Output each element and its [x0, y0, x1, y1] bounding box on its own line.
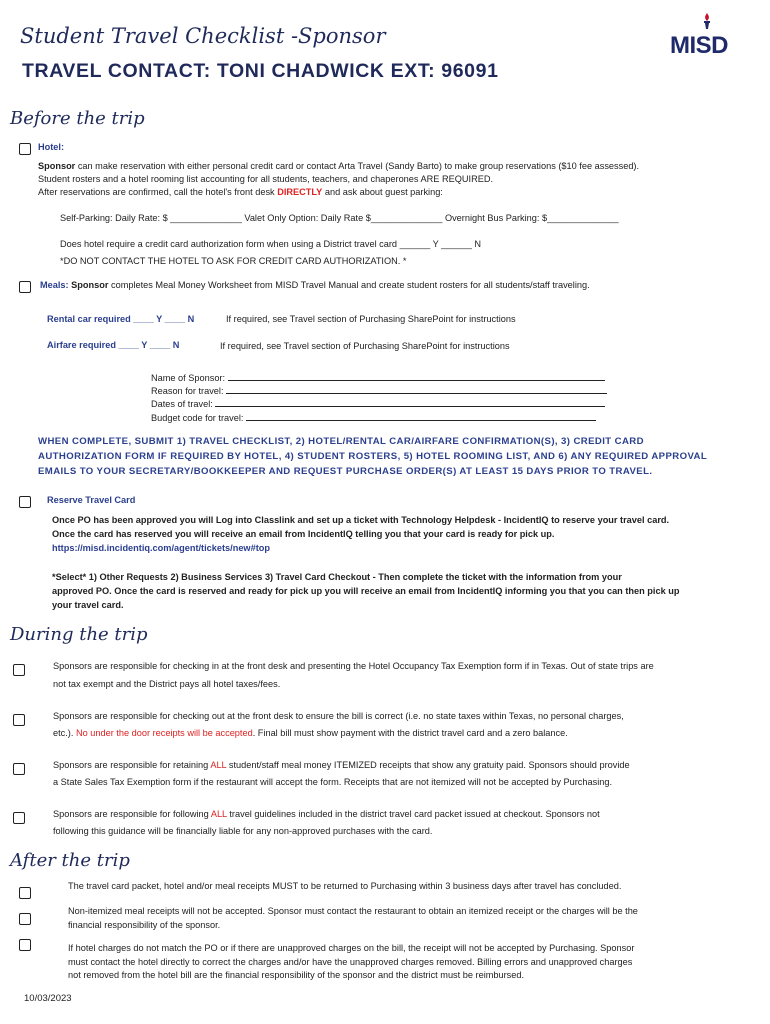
torch-icon: [700, 12, 714, 30]
select-line-1: *Select* 1) Other Requests 2) Business Services 3) Travel Card Checkout - Then complete the ticket with the information from your: [52, 572, 622, 582]
field-dates-of-travel[interactable]: Dates of travel:: [151, 397, 605, 412]
field-name-of-sponsor[interactable]: Name of Sponsor:: [151, 371, 605, 386]
footer-date: 10/03/2023: [24, 993, 72, 1004]
travel-contact-heading: TRAVEL CONTACT: TONI CHADWICK EXT: 96091: [22, 60, 499, 82]
airfare-required[interactable]: Airfare required ____ Y ____ N: [47, 340, 180, 350]
rental-car-required[interactable]: Rental car required ____ Y ____ N: [47, 314, 195, 324]
during-item-1-line-2: not tax exempt and the District pays all hotel taxes/fees.: [53, 679, 281, 689]
after-trip-heading: After the trip: [10, 850, 130, 871]
after-item-1-line-1: The travel card packet, hotel and/or meal receipts MUST to be returned to Purchasing within 3 business days after travel has concluded.: [68, 881, 622, 891]
during-item-2-line-2: etc.). No under the door receipts will be accepted. Final bill must show payment with the district travel card and a zero balance.: [53, 728, 568, 738]
during-item-1-line-1: Sponsors are responsible for checking in at the front desk and presenting the Hotel Occupancy Tax Exemption form if in Texas. Out of state trips are: [53, 661, 654, 671]
before-trip-heading: Before the trip: [10, 108, 145, 129]
after-checkbox-2[interactable]: [19, 913, 31, 925]
during-item-2-line-1: Sponsors are responsible for checking out at the front desk to ensure the bill is correct (i.e. no state taxes within Texas, no personal charges,: [53, 711, 624, 721]
reserve-line-2: Once the card has reserved you will receive an email from IncidentIQ telling you that your card is ready for pick up.: [52, 529, 555, 539]
after-item-3-line-2: must contact the hotel directly to correct the charges and/or have the unapproved charges removed. Billing errors and unapproved charges: [68, 957, 633, 967]
submit-line-3: EMAILS TO YOUR SECRETARY/BOOKKEEPER AND REQUEST PURCHASE ORDER(S) AT LEAST 15 DAYS PRIOR TO TRAVEL.: [38, 466, 653, 477]
credit-auth-note: *DO NOT CONTACT THE HOTEL TO ASK FOR CREDIT CARD AUTHORIZATION. *: [60, 256, 407, 266]
after-checkbox-3[interactable]: [19, 939, 31, 951]
meals-checkbox[interactable]: [19, 281, 31, 293]
field-budget-code[interactable]: Budget code for travel:: [151, 411, 596, 426]
hotel-checkbox[interactable]: [19, 143, 31, 155]
during-item-3-line-1: Sponsors are responsible for retaining ALL student/staff meal money ITEMIZED receipts that show any gratuity paid. Sponsors should provide: [53, 760, 630, 770]
during-item-4-line-1: Sponsors are responsible for following ALL travel guidelines included in the district travel card packet issued at checkout. Sponsors not: [53, 809, 600, 819]
during-trip-heading: During the trip: [10, 624, 148, 645]
credit-auth-question[interactable]: Does hotel require a credit card authorization form when using a District travel card ______ Y ______ N: [60, 239, 481, 249]
after-checkbox-1[interactable]: [19, 887, 31, 899]
select-line-2: approved PO. Once the card is reserved and ready for pick up you will receive an email from IncidentIQ informing you that you can then pick up: [52, 586, 680, 596]
hotel-line-2: Student rosters and a hotel rooming list accounting for all students, teachers, and chaperones ARE REQUIRED.: [38, 174, 494, 184]
after-item-3-line-3: not removed from the hotel bill are the financial responsibility of the sponsor and the district must be reimbursed.: [68, 970, 525, 980]
submit-line-2: AUTHORIZATION FORM IF REQUIRED BY HOTEL, 4) STUDENT ROSTERS, 5) HOTEL ROOMING LIST, AND 6) ANY REQUIRED APPROVAL: [38, 451, 708, 462]
select-line-3: your travel card.: [52, 600, 124, 610]
airfare-note: If required, see Travel section of Purchasing SharePoint for instructions: [220, 341, 510, 351]
hotel-line-3: After reservations are confirmed, call the hotel's front desk DIRECTLY and ask about guest parking:: [38, 187, 443, 197]
during-checkbox-2[interactable]: [13, 714, 25, 726]
during-checkbox-3[interactable]: [13, 763, 25, 775]
hotel-label: Hotel:: [38, 142, 65, 152]
rental-car-note: If required, see Travel section of Purchasing SharePoint for instructions: [226, 314, 516, 324]
during-checkbox-1[interactable]: [13, 664, 25, 676]
after-item-3-line-1: If hotel charges do not match the PO or if there are unapproved charges on the bill, the receipt will not be accepted by Purchasing. Sponsor: [68, 943, 635, 953]
during-item-4-line-2: following this guidance will be financially liable for any non-approved purchases with the card.: [53, 826, 433, 836]
during-item-3-line-2: a State Sales Tax Exemption form if the restaurant will accept the form. Receipts that are not itemized will not be accepted by Purchasing.: [53, 777, 613, 787]
after-item-2-line-2: financial responsibility of the sponsor.: [68, 920, 221, 930]
script-title: Student Travel Checklist -Sponsor: [20, 24, 386, 48]
after-item-2-line-1: Non-itemized meal receipts will not be accepted. Sponsor must contact the restaurant to obtain an itemized receipt or the charges will be the: [68, 906, 638, 916]
parking-rates[interactable]: Self-Parking: Daily Rate: $ ______________ Valet Only Option: Daily Rate $______________ Overnight Bus Parking: $______________: [60, 213, 619, 223]
submit-line-1: WHEN COMPLETE, SUBMIT 1) TRAVEL CHECKLIST, 2) HOTEL/RENTAL CAR/AIRFARE CONFIRMATION(S), 3) CREDIT CARD: [38, 436, 644, 447]
field-reason-for-travel[interactable]: Reason for travel:: [151, 384, 607, 399]
hotel-line-1: Sponsor can make reservation with either personal credit card or contact Arta Travel (Sandy Barto) to make group reservations ($10 fee assessed).: [38, 161, 640, 171]
reserve-card-checkbox[interactable]: [19, 496, 31, 508]
reserve-card-label: Reserve Travel Card: [47, 495, 136, 505]
during-checkbox-4[interactable]: [13, 812, 25, 824]
incidentiq-link[interactable]: https://misd.incidentiq.com/agent/tickets/new#top: [52, 543, 270, 553]
meals-line: Meals: Sponsor completes Meal Money Worksheet from MISD Travel Manual and create student rosters for all students/staff traveling.: [40, 280, 590, 290]
misd-logo: MISD: [668, 12, 754, 62]
reserve-line-1: Once PO has been approved you will Log into Classlink and set up a ticket with Technology Helpdesk - IncidentIQ to reserve your travel card.: [52, 515, 670, 525]
